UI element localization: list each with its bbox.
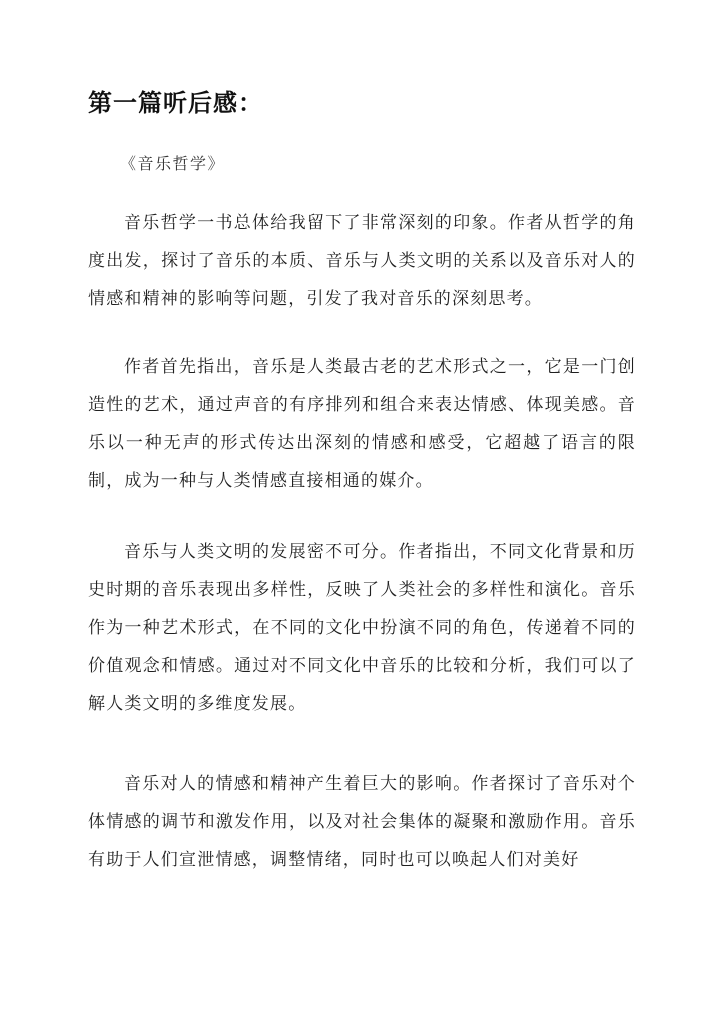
- document-title: 第一篇听后感：: [88, 88, 263, 117]
- paragraph-text: 作者首先指出，音乐是人类最古老的艺术形式之一，它是一门创造性的艺术，通过声音的有序排列和组合来表达情感、体现美感。音乐以一种无声的形式传达出深刻的情感和感受，它超越了语言的限制，成为一种与人类情感直接相通的媒介。: [88, 357, 636, 491]
- paragraph-2: [88, 348, 636, 500]
- paragraph-3: [88, 533, 636, 723]
- paragraph-1: [88, 204, 636, 318]
- paragraph-text: 音乐与人类文明的发展密不可分。作者指出，不同文化背景和历史时期的音乐表现出多样性，反映了人类社会的多样性和演化。音乐作为一种艺术形式，在不同的文化中扮演不同的角色，传递着不同的价值观念和情感。通过对不同文化中音乐的比较和分析，我们可以了解人类文明的多维度发展。: [88, 542, 636, 714]
- book-title: 《音乐哲学》: [120, 154, 226, 173]
- paragraph-text: 音乐哲学一书总体给我留下了非常深刻的印象。作者从哲学的角度出发，探讨了音乐的本质、音乐与人类文明的关系以及音乐对人的情感和精神的影响等问题，引发了我对音乐的深刻思考。: [88, 213, 636, 309]
- paragraph-text: 音乐对人的情感和精神产生着巨大的影响。作者探讨了音乐对个体情感的调节和激发作用，以及对社会集体的凝聚和激励作用。音乐有助于人们宣泄情感，调整情绪，同时也可以唤起人们对美好: [88, 774, 636, 870]
- paragraph-4: [88, 765, 636, 879]
